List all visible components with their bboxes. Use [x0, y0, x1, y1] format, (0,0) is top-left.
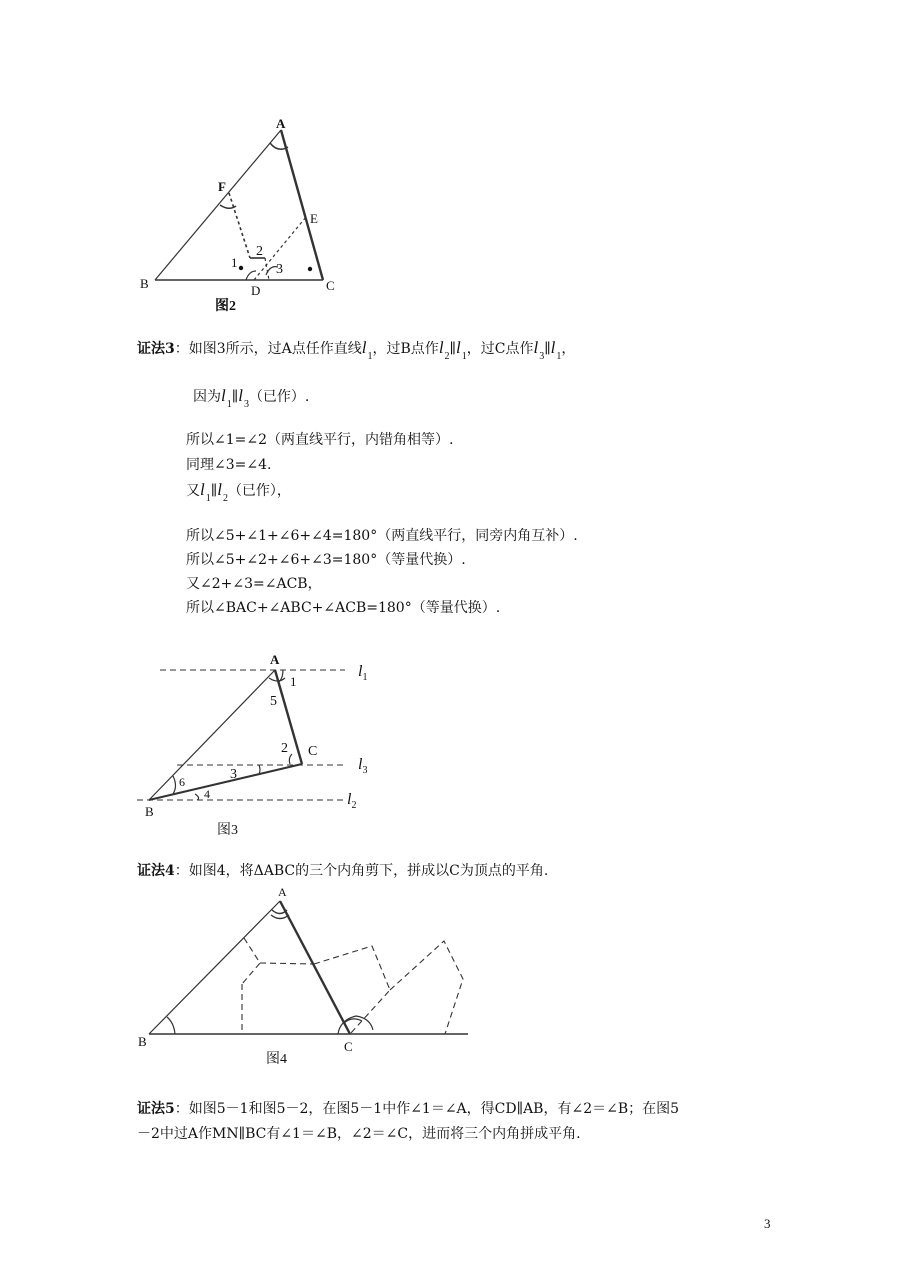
angle-5-label: 5	[270, 694, 277, 709]
line-l3-label: $l_3$	[358, 756, 368, 776]
proof3-intro-text: ，过C点作	[466, 341, 534, 357]
cut-a2	[260, 963, 314, 964]
moved-angle-a	[314, 946, 390, 1034]
parallel-symbol: ∥	[231, 389, 239, 405]
figure-4-caption: 图4	[266, 1052, 287, 1067]
symbol-l2: $l_2$	[438, 338, 450, 362]
side-bc	[149, 764, 302, 800]
symbol-l3: $l_3$	[238, 386, 249, 410]
side-ac	[275, 670, 302, 764]
parallel-symbol: ∥	[210, 483, 218, 499]
dot-marker	[239, 266, 243, 270]
proof3-step2: 同理∠3=∠4.	[186, 457, 272, 473]
point-c-label: C	[326, 278, 335, 293]
proof5-line2: －2中过A作MN∥BC有∠1＝∠B，∠2＝∠C，进而将三个内角拼成平角.	[137, 1126, 581, 1142]
proof5-text1: ：如图5－1和图5－2，在图5－1中作∠1＝∠A，得CD∥AB，有∠2＝∠B；在图5	[174, 1101, 680, 1117]
symbol-l2: $l_2$	[217, 480, 228, 504]
proof5-title: 证法5	[137, 1101, 175, 1117]
symbol-l1: $l_1$	[550, 338, 562, 362]
point-a-label: A	[270, 652, 280, 667]
angle-6-label: 6	[179, 775, 185, 789]
angle-4-label: 4	[204, 787, 210, 801]
symbol-l1: $l_1$	[456, 338, 467, 362]
symbol-l3: $l_3$	[533, 338, 545, 362]
side-ab	[149, 901, 280, 1034]
proof3-step7: 所以∠BAC+∠ABC+∠ACB=180°（等量代换）.	[186, 600, 501, 616]
angle-2-label: 2	[281, 741, 288, 756]
angle-b-arc	[167, 1017, 175, 1034]
figure-3	[135, 648, 395, 843]
dashed-fd	[229, 193, 250, 258]
point-a-label: A	[276, 116, 286, 131]
figure-4	[130, 880, 480, 1070]
line-l1-label: $l_1$	[358, 663, 368, 683]
side-ab	[149, 670, 275, 800]
step3-text: 又	[186, 483, 200, 499]
figure-2	[130, 115, 360, 320]
because-text: 因为	[193, 389, 221, 405]
symbol-l1: $l_1$	[361, 338, 373, 362]
proof3-title: 证法3	[137, 341, 175, 357]
proof3-intro-text: ，过B点作	[372, 341, 439, 357]
step3-text: （已作），	[227, 483, 291, 499]
point-f-label: F	[218, 179, 226, 194]
symbol-l1: $l_1$	[200, 480, 211, 504]
proof5-line1	[137, 1099, 679, 1119]
point-b-label: B	[138, 1034, 147, 1049]
angle-2-label: 2	[256, 244, 263, 259]
angle-3-arc	[259, 765, 260, 774]
line-l2-label: $l_2$	[347, 791, 357, 811]
proof4-title: 证法4	[137, 863, 175, 879]
because-text: （已作）.	[248, 389, 310, 405]
angle-2-arc	[289, 754, 292, 764]
point-e-label: E	[310, 211, 318, 226]
point-a-label: A	[278, 885, 287, 899]
figure-3-diagram	[135, 648, 395, 843]
angle-1-label: 1	[290, 674, 297, 689]
point-c-label: C	[344, 1039, 353, 1054]
proof3-step3	[186, 480, 291, 509]
side-ac	[280, 901, 350, 1034]
proof3-intro	[137, 338, 575, 367]
dashed-d2	[265, 258, 269, 280]
proof4-line	[137, 861, 548, 881]
figure-2-caption: 图2	[215, 299, 236, 314]
moved-angle-b	[390, 941, 463, 1034]
point-c-label: C	[308, 744, 318, 759]
point-b-label: B	[140, 276, 149, 291]
proof3-step1: 所以∠1=∠2（两直线平行，内错角相等）.	[186, 432, 454, 448]
parallel-symbol: ∥	[544, 341, 551, 357]
angle-6-arc	[173, 776, 176, 794]
proof3-intro-text: ：如图3所示，过A点任作直线	[174, 341, 362, 357]
point-d-label: D	[251, 283, 261, 298]
cut-a	[242, 938, 260, 984]
side-ac	[281, 130, 323, 280]
figure-3-caption: 图3	[217, 823, 238, 838]
proof3-step4: 所以∠5+∠1+∠6+∠4=180°（两直线平行，同旁内角互补）.	[186, 528, 578, 544]
dot-marker	[308, 267, 312, 271]
angle-1-label: 1	[231, 255, 238, 270]
proof3-intro-text: ，	[561, 341, 576, 357]
angle-4-arc	[195, 794, 199, 800]
proof3-step6: 又∠2+∠3=∠ACB，	[186, 576, 322, 592]
symbol-l1: $l_1$	[221, 386, 232, 410]
angle-3-label: 3	[230, 767, 237, 782]
proof3-step5: 所以∠5+∠2+∠6+∠3=180°（等量代换）.	[186, 552, 466, 568]
figure-4-diagram	[130, 880, 480, 1070]
point-b-label: B	[145, 804, 154, 819]
proof3-because	[193, 386, 309, 415]
figure-2-diagram	[130, 115, 360, 320]
proof4-text: ：如图4，将ΔABC的三个内角剪下，拼成以C为顶点的平角.	[174, 863, 549, 879]
angle-3-label: 3	[276, 262, 283, 277]
page-number: 3	[764, 1216, 771, 1231]
parallel-symbol: ∥	[449, 341, 457, 357]
